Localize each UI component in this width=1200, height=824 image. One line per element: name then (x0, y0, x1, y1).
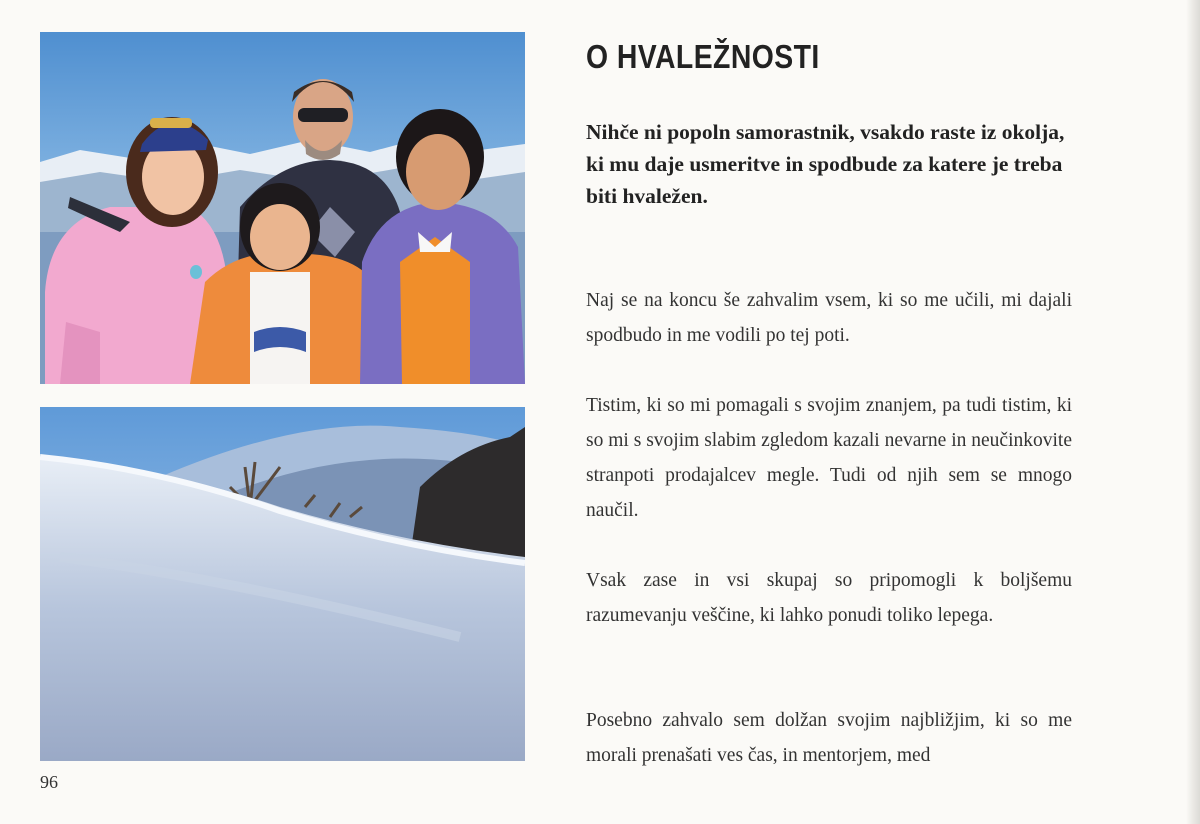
page-number: 96 (40, 772, 58, 792)
page-edge (1186, 0, 1200, 824)
body-paragraph-3: Vsak zase in vsi skupaj so pripomogli k boljšemu razumevanju veščine, ki lahko ponudi toliko lepega. (586, 570, 1072, 626)
body-paragraph-1: Naj se na koncu še zahvalim vsem, ki so me učili, mi dajali spodbudo in me vodili po tej poti. (586, 290, 1072, 346)
group-photo (40, 32, 525, 384)
body-paragraph-4: Posebno zahvalo sem dolžan svojim najbližjim, ki so me morali prenašati ves čas, in mentorjem, med (586, 710, 1072, 766)
chapter-title: O HVALEŽNOSTI (586, 38, 820, 75)
snow-landscape-photo (40, 407, 525, 761)
body-paragraph-2: Tistim, ki so mi pomagali s svojim znanjem, pa tudi tistim, ki so mi s svojim slabim zgledom kazali nevarne in neučinkovite stranpoti prodajalcev megle. Tudi od njih sem se mnogo naučil. (586, 395, 1072, 521)
lead-paragraph: Nihče ni popoln samorastnik, vsakdo raste iz okolja, ki mu daje usmeritve in spodbude za katere je treba biti hvaležen. (586, 120, 1065, 208)
